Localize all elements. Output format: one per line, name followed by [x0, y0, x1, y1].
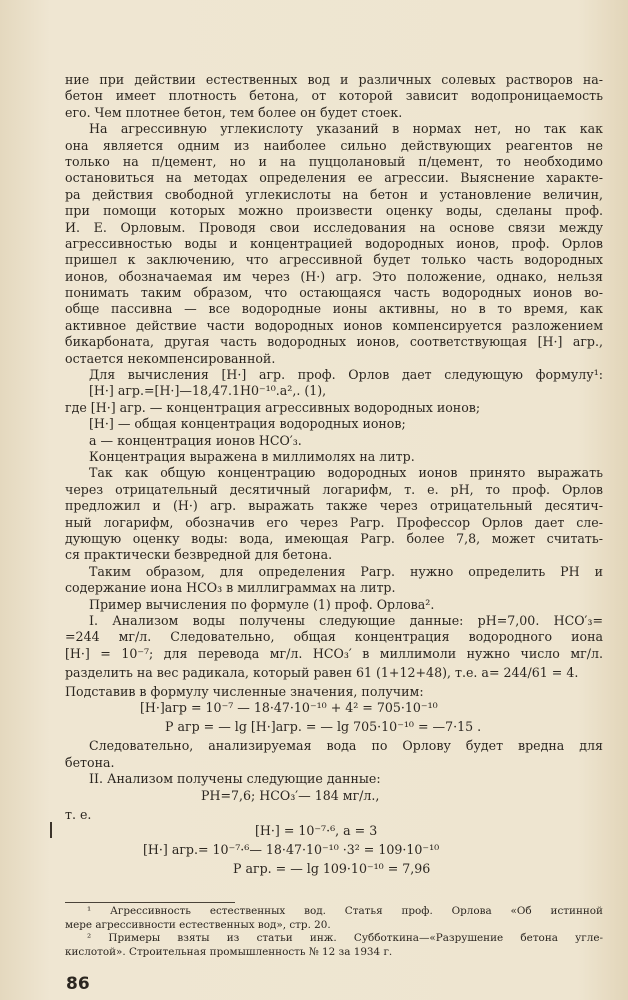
footnote-line: ¹ Агрессивность естественных вод. Статья проф. Орлова «Об истинной [87, 905, 603, 917]
text-line: через отрицательный десятичный логарифм, т. е. рН, то проф. Орлов [65, 481, 603, 497]
text-line: активное действие части водородных ионов компенсируется разложением [65, 317, 603, 333]
text-line: остановиться на методах определения ее агрессии. Выяснение характе- [65, 170, 603, 186]
text-line: Для вычисления [Н·] агр. проф. Орлов дает следующую формулу¹: [89, 367, 603, 383]
text-line: его. Чем плотнее бетон, тем более он будет стоек. [65, 104, 403, 120]
text-line: бетон имеет плотность бетона, от которой зависит водопроницаемость [65, 88, 603, 104]
text-line: [Н·] = 10⁻⁷; для перевода мг/л. НСО₃′ в миллимоли нужно число мг/л. [65, 645, 603, 661]
footnote-rule [65, 902, 235, 903]
text-line: ние при действии естественных вод и различных солевых растворов на- [65, 72, 603, 87]
text-line: II. Анализом получены следующие данные: [89, 771, 381, 787]
text-line: Подставив в формулу численные значения, получим: [65, 684, 424, 700]
text-line: где [Н·] агр. — концентрация агрессивных водородных ионов; [65, 399, 481, 415]
footnote-line: мере агрессивности естественных вод», стр. 20. [65, 918, 331, 931]
formula-1: [Н·] агр.=[Н·]—18,47.1Н0⁻¹⁰.а²,. (1), [89, 383, 327, 399]
text-line: Таким образом, для определения Рагр. нужно определить РН и [89, 563, 603, 579]
text-line: ионов, обозначаемая им через (Н·) агр. Это положение, однако, нельзя [65, 268, 603, 284]
text-line: I. Анализом воды получены следующие данные: рН=7,00. НСО′₃= [89, 612, 603, 628]
text-line: содержание иона НСО₃ в миллиграммах на литр. [65, 580, 396, 596]
body-text [65, 72, 603, 880]
footnote-line: кислотой». Строительная промышленность № 12 за 1934 г. [65, 945, 393, 958]
footnotes [65, 905, 603, 959]
text-line: бетона. [65, 754, 115, 770]
text-line: =244 мг/л. Следовательно, общая концентрация водородного иона [65, 629, 603, 645]
text-line: предложил и (Н·) агр. выражать также через отрицательный десятич- [65, 498, 603, 514]
text-line: На агрессивную углекислоту указаний в нормах нет, но так как [89, 121, 603, 137]
text-line: понимать таким образом, что остающаяся часть водородных ионов во- [65, 285, 603, 301]
formula-5: [Н·] = 10⁻⁷·⁶, а = 3 [255, 823, 378, 839]
text-line: Концентрация выражена в миллимолях на литр. [89, 448, 415, 464]
text-line: дующую оценку воды: вода, имеющая Рагр. более 7,8, может считать- [65, 530, 603, 546]
text-line: остается некомпенсированной. [65, 350, 276, 366]
text-line: разделить на вес радикала, который равен 61 (1+12+48), т.е. а= 244/61 = 4. [65, 665, 579, 681]
text-line: пришел к заключению, что агрессивной будет только часть водородных [65, 252, 603, 268]
text-line: при помощи которых можно произвести оценку воды, сделаны проф. [65, 203, 603, 219]
formula-4: РН=7,6; НСО₃′— 184 мг/л., [201, 787, 380, 803]
text-line: агрессивностью воды и концентрацией водородных ионов, проф. Орлов [65, 235, 603, 251]
text-line: бикарбоната, другая часть водородных ионов, соответствующая [Н·] агр., [65, 334, 603, 350]
text-line: Так как общую концентрацию водородных ионов принято выражать [89, 465, 603, 481]
text-line: она является одним из наиболее сильно действующих реагентов не [65, 137, 603, 153]
footnote-line: ² Примеры взяты из статьи инж. Субботкина—«Разрушение бетона угле- [87, 932, 603, 945]
text-line: обще пассивна — все водородные ионы активны, но в то время, как [65, 301, 603, 317]
formula-3: Р агр = — lg [Н·]агр. = — lg 705·10⁻¹⁰ = —7·15 . [165, 719, 482, 735]
margin-mark [50, 822, 52, 838]
text-line: Следовательно, анализируемая вода по Орлову будет вредна для [89, 738, 603, 754]
text-line: [Н·] — общая концентрация водородных ионов; [89, 416, 406, 432]
text-line: а — концентрация ионов НСО′₃. [89, 432, 302, 448]
text-line: Пример вычисления по формуле (1) проф. Орлова². [89, 596, 435, 612]
text-line: только на п/цемент, но и на пуццолановый п/цемент, то необходимо [65, 153, 603, 169]
text-line: т. е. [65, 806, 92, 822]
formula-6: [Н·] агр.= 10⁻⁷·⁶— 18·47·10⁻¹⁰ ·3² = 109·10⁻¹⁰ [143, 842, 440, 858]
text-line: ра действия свободной углекислоты на бетон и установление величин, [65, 186, 603, 202]
formula-7: Р агр. = — lg 109·10⁻¹⁰ = 7,96 [233, 861, 431, 877]
text-line: ный логарифм, обозначив его через Рагр. Профессор Орлов дает сле- [65, 514, 603, 530]
formula-2: [Н·]агр = 10⁻⁷ — 18·47·10⁻¹⁰ + 4² = 705·10⁻¹⁰ [140, 700, 438, 716]
page-number: 86 [66, 974, 90, 994]
text-line: И. Е. Орловым. Проводя свои исследования на основе связи между [65, 219, 603, 235]
text-line: ся практически безвредной для бетона. [65, 547, 333, 563]
